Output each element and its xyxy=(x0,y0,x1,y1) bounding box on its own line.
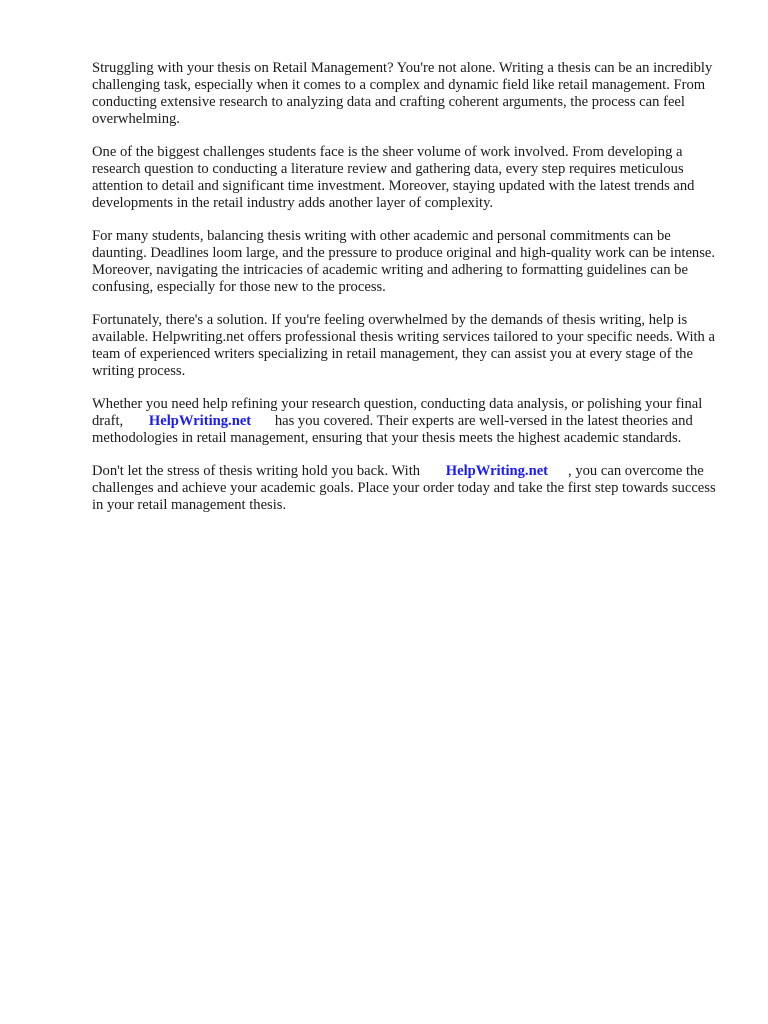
paragraph-help xyxy=(92,396,728,447)
paragraph-solution: Fortunately, there's a solution. If you're feeling overwhelmed by the demands of thesis writing, help is available. Helpwriting.net offers professional thesis writing services tailored to your specific needs. With a team of experienced writers specializing in retail management, they can assist you at every stage of the writing process. xyxy=(92,312,715,379)
paragraph-intro: Struggling with your thesis on Retail Management? You're not alone. Writing a thesis can be an incredibly challenging task, especially when it comes to a complex and dynamic field like retail management. From conducting extensive research to analyzing data and crafting coherent arguments, the process can feel overwhelming. xyxy=(92,60,713,127)
helpwriting-link-closing[interactable]: HelpWriting.net xyxy=(445,463,549,479)
paragraph-help-text-after: has you covered. Their experts are well-versed in the latest theories and methodologies in retail management, ensuring that your thesis meets the highest academic standards. xyxy=(92,413,693,446)
paragraph-closing xyxy=(92,463,728,514)
paragraph-balancing: For many students, balancing thesis writing with other academic and personal commitments can be daunting. Deadlines loom large, and the pressure to produce original and high-quality work can be intense. Moreover, navigating the intricacies of academic writing and adhering to formatting guidelines can be confusing, especially for those new to the process. xyxy=(92,228,716,295)
paragraph-closing-text-after: , you can overcome the challenges and achieve your academic goals. Place your order today and take the first step towards success in your retail management thesis. xyxy=(92,463,716,513)
helpwriting-link[interactable]: HelpWriting.net xyxy=(148,413,252,429)
document-body xyxy=(92,60,728,530)
paragraph-challenges: One of the biggest challenges students face is the sheer volume of work involved. From developing a research question to conducting a literature review and gathering data, every step requires meticulous attention to detail and significant time investment. Moreover, staying updated with the latest trends and developments in the retail industry adds another layer of complexity. xyxy=(92,144,695,211)
paragraph-closing-text-before: Don't let the stress of thesis writing hold you back. With xyxy=(92,463,421,479)
paragraph-help-text-before: Whether you need help refining your research question, conducting data analysis, or polishing your final draft, xyxy=(92,396,703,429)
